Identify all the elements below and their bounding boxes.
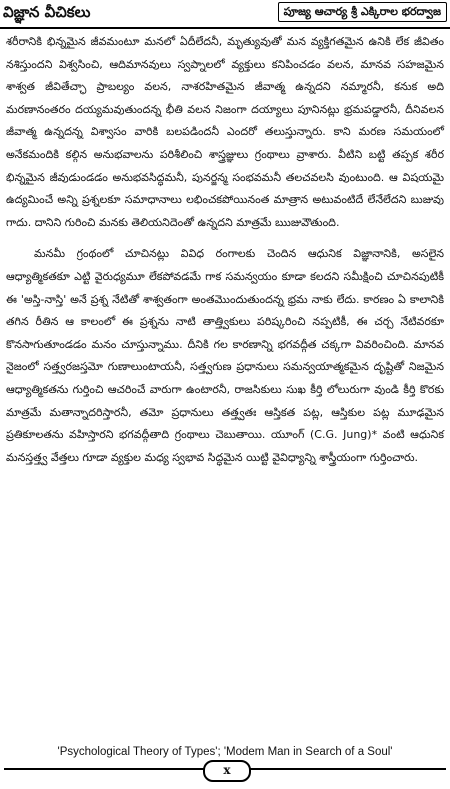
author-name: పూజ్య ఆచార్య శ్రీ ఎక్కిరాల భరద్వాజ <box>278 2 447 22</box>
footnote: 'Psychological Theory of Types'; 'Modem Man in Search of a Soul' <box>57 746 393 758</box>
book-title: విజ్ఞాన వీచికలు <box>3 3 91 21</box>
paragraph-2: మనమీ గ్రంథంలో చూచినట్లు వివిధ రంగాలకు చెందిన ఆధునిక విజ్ఞానానికి, అసలైన ఆధ్యాత్మికతకూ ఎట్టి వైరుధ్యమూ లేకపోవడమే గాక సమన్వయం కూడా కలదని సమీక్షించి చూచినపుటికీ ఈ 'అస్తి-నాస్తి' అనే ప్రశ్న నేటితో శాశ్వతంగా అంతమొందుతుందన్న భ్రమ నాకు లేదు. కారణం ఏ కాలానికి తగిన రీతిన ఆ కాలంలో ఈ ప్రశ్నను నాటి తాత్త్వికులు పరిష్కరించి నప్పటికీ, ఈ చర్చ నేటివరకూ కొనసాగుతూండడం మనం చూస్తున్నాము. దీనికి గల కారణాన్ని భగవద్గీత చక్కగా వివరించింది. మానవ నైజంలో సత్త్వరజస్తమో గుణాలుంటాయనీ, సత్త్వగుణ ప్రధానులు సమన్వయాత్మకమైన దృష్టితో నిజమైన ఆధ్యాత్మికతను గుర్తించి ఆచరించే వారుగా ఉంటారనీ, రాజసికులు సుఖ కీర్తి లోలురుగా వుండి కీర్తి కొరకు మాత్రమే మతాన్నాదరిస్తారనీ, తమో ప్రధానులు తత్త్వతః ఆస్తికత పట్ల, ఆస్తికుల పట్ల మూఢమైన ప్రతికూలతను వహిస్తారని భగవద్గీతాది గ్రంథాలు చెబుతాయి. యూంగ్ (C.G. Jung)* వంటి ఆధునిక మనస్తత్త్వ వేత్తలు గూడా వ్యక్తుల మధ్య స్వభావ సిద్ధమైన యిట్టి వైవిధ్యాన్ని శాస్త్రీయంగా గుర్తించారు. <box>6 247 444 464</box>
page-number: x <box>203 760 251 782</box>
page-body <box>6 31 444 469</box>
running-header <box>0 0 450 29</box>
paragraph-1: శరీరానికి భిన్నమైన జీవమంటూ మనలో ఏదీలేదనీ, మృత్యువుతో మన వ్యక్తిగతమైన ఉనికి లేక జీవితం నశిస్తుందని విశ్వసించి, ఆదిమానవులు స్వప్నాలలో వ్యక్తులు కనిపించడం వలన, మానవ సహజమైన శాశ్వత జీవితేచ్ఛా ప్రాబల్యం వలన, నాశరహితమైన జీవాత్మ ఉన్నదని నమ్మారనీ, కనుక అది మరణానంతరం దయ్యమవుతుందన్న భీతి వలన నిజంగా దయ్యాలు పూనినట్లు భ్రమపడ్డారనీ, దీనివలన జీవాత్మ ఉన్నదన్న విశ్వాసం వారికి బలపడిందనీ ఎందరో తలుస్తున్నారు. కాని మరణ సమయంలో అనేకమందికి కల్గిన అనుభవాలను పరిశీలించి శాస్త్రజ్ఞులు గ్రంథాలు వ్రాశారు. వీటిని బట్టి తప్పక శరీర భిన్నమైన జీవుడుండడం అనుభవసిద్ధమనీ, పునర్జన్మ సంభవమనీ తలచవలసి వుంటుంది. ఆ విషయమై ఉద్యమించే అన్ని ప్రశ్నలకూ సమాధానాలు లభించకపోయినంత మాత్రాన అటువంటిదే లేనేలేదని బుజువు గాదు. దానిని గురించి మనకు తెలియనిదెంతో ఉన్నదని మాత్రమే ఋజువౌతుంది. <box>6 35 444 229</box>
